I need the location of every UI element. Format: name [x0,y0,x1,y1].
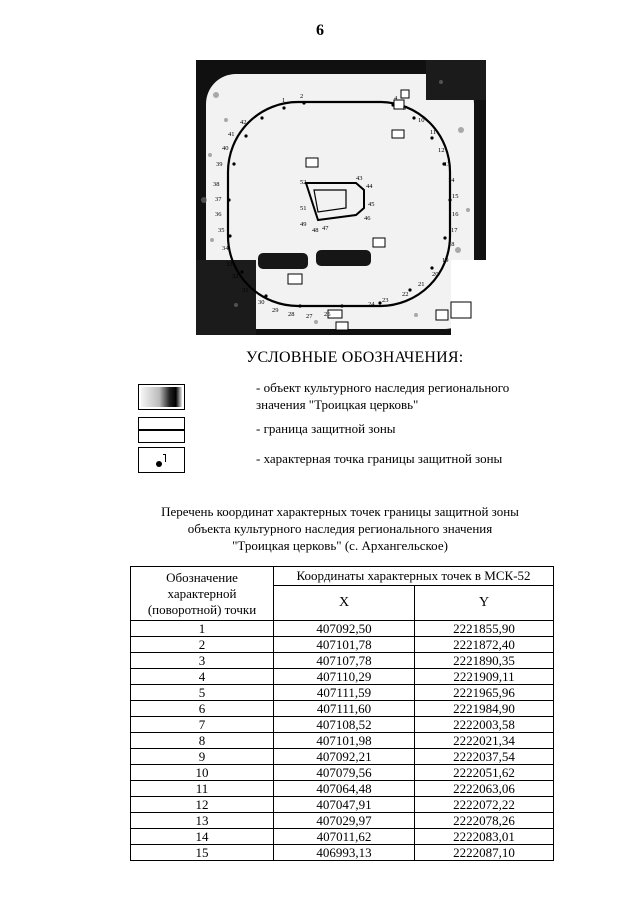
x-coordinate-cell: 407110,29 [274,669,415,685]
point-number-cell: 5 [131,685,274,701]
map-point-label: 42 [240,119,247,126]
table-row [131,845,554,861]
x-coordinate-cell: 407064,48 [274,781,415,797]
y-coordinate-cell: 2222063,06 [415,781,554,797]
table-row [131,829,554,845]
map-point-label: 18 [448,241,455,248]
tree-row [316,250,371,266]
map-point-label: 30 [258,299,265,306]
map-point-label: 1 [282,97,286,104]
building [401,90,409,98]
map-point-label: 51 [300,205,307,212]
header-y: Y [415,586,554,621]
point-number-cell: 13 [131,813,274,829]
y-coordinate-cell: 2222087,10 [415,845,554,861]
map-point-label: 4 [394,95,398,102]
table-row [131,701,554,717]
point-number-cell: 3 [131,653,274,669]
table-row [131,717,554,733]
legend-item-boundary: - граница защитной зоны [256,421,396,436]
x-coordinate-cell: 407111,59 [274,685,415,701]
table-row [131,653,554,669]
table-row [131,797,554,813]
building [436,310,448,320]
y-coordinate-cell: 2221855,90 [415,621,554,637]
table-row [131,781,554,797]
x-coordinate-cell: 407029,97 [274,813,415,829]
y-coordinate-cell: 2222021,34 [415,733,554,749]
table-row [131,813,554,829]
map-point-label: 45 [368,201,375,208]
map-point-label: 17 [451,227,458,234]
table-row [131,749,554,765]
point-number-cell: 8 [131,733,274,749]
x-coordinate-cell: 407092,21 [274,749,415,765]
map-point-label: 48 [312,227,319,234]
map-point-label: 27 [306,313,313,320]
y-coordinate-cell: 2221984,90 [415,701,554,717]
map-point-label: 11 [430,129,437,136]
header-coordinates: Координаты характерных точек в МСК-52 [274,567,554,586]
table-title: Перечень координат характерных точек границы защитной зоны объекта культурного наследия регионального значения "Троицкая церковь" (с. Архангельское) [161,504,519,553]
legend-title: УСЛОВНЫЕ ОБОЗНАЧЕНИЯ: [246,349,464,366]
legend-object-swatch [138,384,185,410]
point-number-cell: 10 [131,765,274,781]
map-point-label: 23 [382,297,389,304]
table-row [131,669,554,685]
x-coordinate-cell: 407108,52 [274,717,415,733]
map-point-label: 40 [222,145,229,152]
header-x: X [274,586,415,621]
building [392,130,404,138]
building [451,302,471,318]
x-coordinate-cell: 407047,91 [274,797,415,813]
page-number: 6 [316,22,324,39]
x-coordinate-cell: 407101,78 [274,637,415,653]
y-coordinate-cell: 2221890,35 [415,653,554,669]
coordinates-table [130,566,554,861]
point-number-cell: 9 [131,749,274,765]
x-coordinate-cell: 406993,13 [274,845,415,861]
table-row [131,685,554,701]
point-number-cell: 11 [131,781,274,797]
map-point-label: 31 [242,287,249,294]
map-point-label: 32 [232,273,239,280]
map-point-label: 10 [418,117,425,124]
map-point-label: 16 [452,211,459,218]
map-point-label: 52 [300,179,307,186]
map-point-label: 21 [418,281,425,288]
characteristic-point-icon [156,461,162,467]
legend-item-object: - объект культурного наследия регионального значения "Троицкая церковь" [256,380,510,412]
y-coordinate-cell: 2221872,40 [415,637,554,653]
table-row [131,621,554,637]
x-coordinate-cell: 407092,50 [274,621,415,637]
legend-boundary-swatch [138,417,185,443]
building [373,238,385,247]
header-point-label: Обозначение характерной (поворотной) точки [131,567,274,621]
point-number-cell: 1 [131,621,274,637]
building [336,322,348,330]
x-coordinate-cell: 407011,62 [274,829,415,845]
map-point-label: 15 [452,193,459,200]
map-point-label: 35 [218,227,225,234]
y-coordinate-cell: 2222003,58 [415,717,554,733]
map-point-label: 12 [438,147,445,154]
map-point-label: 46 [364,215,371,222]
map-point-label: 34 [222,245,229,252]
site-map [196,60,486,335]
map-point-label: 24 [368,301,375,308]
point-number-cell: 2 [131,637,274,653]
map-point-label: 41 [228,131,235,138]
y-coordinate-cell: 2221965,96 [415,685,554,701]
map-point-label: 14 [448,177,455,184]
map-point-label: 43 [356,175,363,182]
map-point-label: 44 [366,183,373,190]
y-coordinate-cell: 2222072,22 [415,797,554,813]
map-point-label: 28 [288,311,295,318]
map-point-label: 38 [213,181,220,188]
y-coordinate-cell: 2222083,01 [415,829,554,845]
map-point-label: 9 [403,105,407,112]
map-point-label: 13 [444,161,451,168]
x-coordinate-cell: 407079,56 [274,765,415,781]
legend-point-swatch [138,447,185,473]
map-point-label: 39 [216,161,223,168]
map-point-label: 22 [402,291,409,298]
map-point-label: 37 [215,196,222,203]
point-number-cell: 6 [131,701,274,717]
point-number-cell: 7 [131,717,274,733]
map-point-label: 2 [300,93,304,100]
map-point-label: 33 [226,261,233,268]
point-number-cell: 12 [131,797,274,813]
map-point-label: 36 [215,211,222,218]
point-number-cell: 4 [131,669,274,685]
table-row [131,637,554,653]
y-coordinate-cell: 2222078,26 [415,813,554,829]
map-point-label: 26 [324,311,331,318]
tree-row [258,253,308,269]
table-row [131,765,554,781]
x-coordinate-cell: 407111,60 [274,701,415,717]
map-point-label: 47 [322,225,329,232]
y-coordinate-cell: 2222037,54 [415,749,554,765]
y-coordinate-cell: 2222051,62 [415,765,554,781]
point-number-cell: 15 [131,845,274,861]
map-point-label: 19 [442,257,449,264]
map-point-label: 29 [272,307,279,314]
legend-item-point: - характерная точка границы защитной зоны [256,451,503,466]
x-coordinate-cell: 407107,78 [274,653,415,669]
table-row [131,733,554,749]
building [306,158,318,167]
map-point-label: 20 [432,271,439,278]
building [288,274,302,284]
x-coordinate-cell: 407101,98 [274,733,415,749]
map-point-label: 49 [300,221,307,228]
y-coordinate-cell: 2221909,11 [415,669,554,685]
point-number-cell: 14 [131,829,274,845]
